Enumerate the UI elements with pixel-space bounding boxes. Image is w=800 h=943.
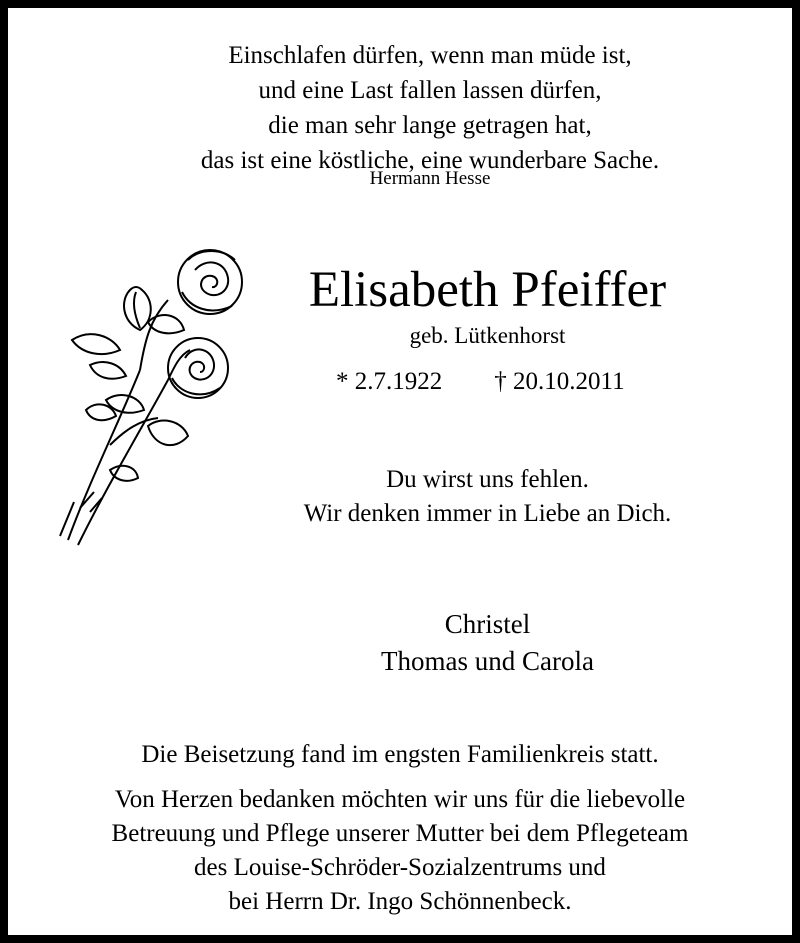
mourners [183, 606, 792, 680]
burial-note: Die Beisetzung fand im engsten Familienkreis statt. [141, 741, 659, 768]
poem-line-2: und eine Last fallen lassen dürfen, [258, 77, 602, 104]
thanks-message [8, 783, 792, 919]
farewell-line-1: Du wirst uns fehlen. [386, 466, 589, 493]
mourner-line-1: Christel [444, 609, 531, 639]
birth-date: * 2.7.1922 [336, 368, 443, 395]
mourner-line-2: Thomas und Carola [381, 646, 594, 676]
poem [68, 38, 792, 178]
life-dates [336, 368, 625, 396]
thanks-line-3: des Louise-Schröder-Sozialzentrums und [194, 854, 606, 881]
farewell-line-2: Wir denken immer in Liebe an Dich. [303, 500, 672, 527]
deceased-name: Elisabeth Pfeiffer [308, 262, 667, 318]
farewell-message [183, 463, 792, 531]
birth-name: geb. Lütkenhorst [409, 323, 566, 348]
poem-line-4: das ist eine köstliche, eine wunderbare Sache. [200, 147, 660, 174]
poem-line-3: die man sehr lange getragen hat, [268, 112, 592, 139]
poem-author: Hermann Hesse [369, 168, 491, 189]
thanks-line-4: bei Herrn Dr. Ingo Schönnenbeck. [228, 888, 572, 915]
thanks-line-1: Von Herzen bedanken möchten wir uns für die liebevolle [114, 786, 686, 813]
death-date: † 20.10.2011 [494, 368, 625, 395]
poem-line-1: Einschlafen dürfen, wenn man müde ist, [228, 42, 632, 69]
thanks-line-2: Betreuung und Pflege unserer Mutter bei dem Pflegeteam [111, 820, 689, 847]
